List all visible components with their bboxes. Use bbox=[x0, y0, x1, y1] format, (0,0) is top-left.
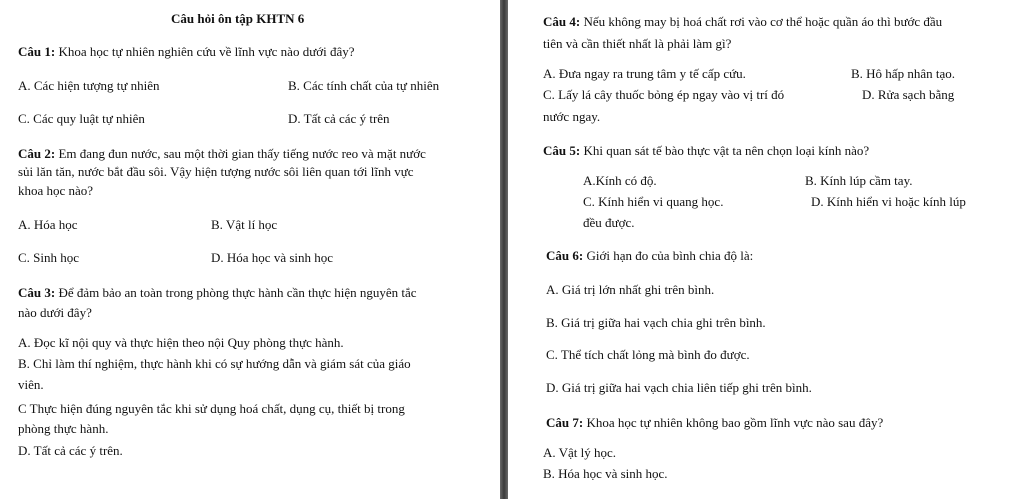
q4-option-d-line-2: nước ngay. bbox=[543, 109, 601, 124]
question-4-label: Câu 4: bbox=[543, 14, 581, 29]
question-1 bbox=[18, 44, 355, 60]
page-title: Câu hỏi ôn tập KHTN 6 bbox=[171, 11, 305, 26]
q4-option-d: D. Rửa sạch bằng bbox=[862, 87, 955, 102]
q1-option-a: A. Các hiện tượng tự nhiên bbox=[18, 78, 160, 93]
question-5 bbox=[543, 143, 869, 159]
right-page bbox=[508, 0, 1024, 499]
question-3-line-1: Để đảm bảo an toàn trong phòng thực hành cần thực hiện nguyên tắc bbox=[58, 285, 417, 300]
q3-option-d: D. Tất cả các ý trên. bbox=[18, 443, 123, 458]
question-1-text: Khoa học tự nhiên nghiên cứu về lĩnh vực nào dưới đây? bbox=[58, 44, 355, 59]
question-7 bbox=[546, 415, 883, 431]
question-6 bbox=[546, 248, 753, 264]
q2-option-b: B. Vật lí học bbox=[211, 217, 278, 232]
q2-option-a: A. Hóa học bbox=[18, 217, 78, 232]
page-gutter bbox=[500, 0, 508, 499]
question-2 bbox=[18, 146, 426, 162]
q1-option-d: D. Tất cả các ý trên bbox=[288, 111, 390, 126]
question-4-line-1: Nếu không may bị hoá chất rơi vào cơ thể hoặc quần áo thì bước đầu bbox=[583, 14, 943, 29]
q5-option-c: C. Kính hiển vi quang học. bbox=[583, 194, 724, 209]
q3-option-c-line-2: phòng thực hành. bbox=[18, 421, 109, 436]
question-2-label: Câu 2: bbox=[18, 146, 56, 161]
q4-option-a: A. Đưa ngay ra trung tâm y tế cấp cứu. bbox=[543, 66, 746, 81]
q4-option-b: B. Hô hấp nhân tạo. bbox=[851, 66, 955, 81]
question-6-text: Giới hạn đo của bình chia độ là: bbox=[586, 248, 754, 263]
q6-option-b: B. Giá trị giữa hai vạch chia ghi trên bình. bbox=[546, 315, 766, 330]
question-3-label: Câu 3: bbox=[18, 285, 56, 300]
q7-option-b: B. Hóa học và sinh học. bbox=[543, 466, 668, 481]
q5-option-a: A.Kính có độ. bbox=[583, 173, 657, 188]
q7-option-a: A. Vật lý học. bbox=[543, 445, 617, 460]
q3-option-b-line-2: viên. bbox=[18, 377, 44, 392]
question-5-text: Khi quan sát tế bào thực vật ta nên chọn loại kính nào? bbox=[583, 143, 870, 158]
question-6-label: Câu 6: bbox=[546, 248, 584, 263]
q5-option-d-line-2: đều được. bbox=[583, 215, 635, 230]
q4-option-c: C. Lấy lá cây thuốc bỏng ép ngay vào vị trí đó bbox=[543, 87, 785, 102]
question-1-label: Câu 1: bbox=[18, 44, 56, 59]
question-5-label: Câu 5: bbox=[543, 143, 581, 158]
q3-option-a: A. Đọc kĩ nội quy và thực hiện theo nội Quy phòng thực hành. bbox=[18, 335, 344, 350]
left-page bbox=[0, 0, 500, 499]
q1-option-c: C. Các quy luật tự nhiên bbox=[18, 111, 145, 126]
question-7-text: Khoa học tự nhiên không bao gồm lĩnh vực nào sau đây? bbox=[586, 415, 884, 430]
question-7-label: Câu 7: bbox=[546, 415, 584, 430]
q2-option-d: D. Hóa học và sinh học bbox=[211, 250, 334, 265]
question-2-line-1: Em đang đun nước, sau một thời gian thấy tiếng nước reo và mặt nước bbox=[58, 146, 426, 161]
q6-option-a: A. Giá trị lớn nhất ghi trên bình. bbox=[546, 282, 715, 297]
q2-option-c: C. Sinh học bbox=[18, 250, 80, 265]
q6-option-c: C. Thể tích chất lỏng mà bình đo được. bbox=[546, 347, 750, 362]
question-4 bbox=[543, 14, 942, 30]
q5-option-d: D. Kính hiển vi hoặc kính lúp bbox=[811, 194, 966, 209]
question-3-line-2: nào dưới đây? bbox=[18, 305, 92, 320]
q5-option-b: B. Kính lúp cầm tay. bbox=[805, 173, 913, 188]
question-2-line-3: khoa học nào? bbox=[18, 183, 94, 198]
q3-option-b-line-1: B. Chỉ làm thí nghiệm, thực hành khi có sự hướng dẫn và giám sát của giáo bbox=[18, 356, 411, 371]
question-4-line-2: tiên và cần thiết nhất là phải làm gì? bbox=[543, 36, 732, 51]
q6-option-d: D. Giá trị giữa hai vạch chia liên tiếp ghi trên bình. bbox=[546, 380, 812, 395]
question-3 bbox=[18, 285, 417, 301]
q3-option-c-line-1: C Thực hiện đúng nguyên tắc khi sử dụng hoá chất, dụng cụ, thiết bị trong bbox=[18, 401, 405, 416]
q1-option-b: B. Các tính chất của tự nhiên bbox=[288, 78, 440, 93]
question-2-line-2: sủi lăn tăn, nước bắt đầu sôi. Vậy hiện tượng nước sôi liên quan tới lĩnh vực bbox=[18, 164, 414, 179]
